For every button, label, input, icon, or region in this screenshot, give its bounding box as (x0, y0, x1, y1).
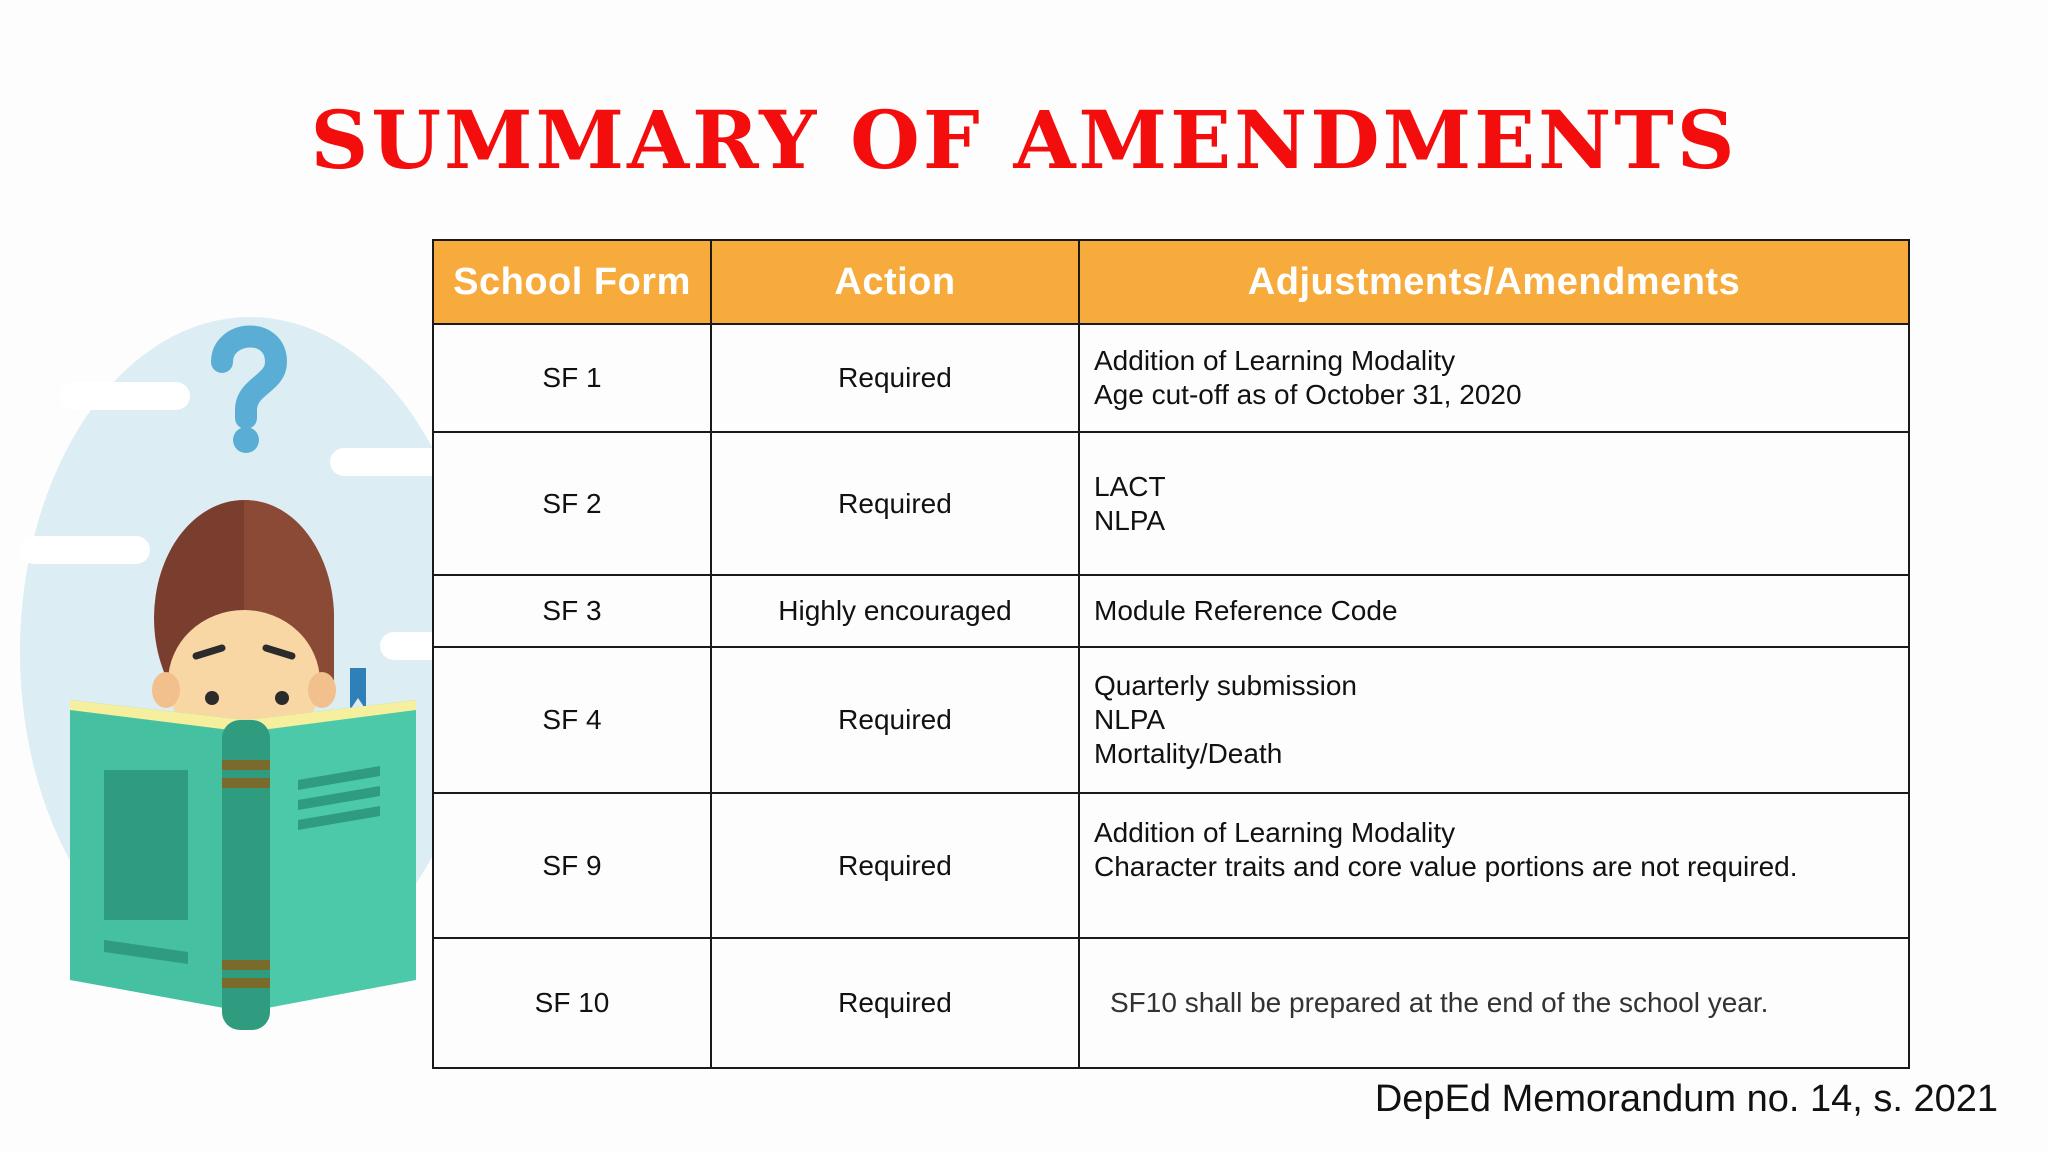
action-cell: Required (711, 938, 1079, 1068)
action-cell: Highly encouraged (711, 575, 1079, 647)
school-form-cell: SF 10 (433, 938, 711, 1068)
slide-title: SUMMARY OF AMENDMENTS (310, 93, 1738, 187)
action-cell: Required (711, 647, 1079, 793)
student-reading-book-icon (0, 300, 480, 1060)
adjustment-line: Mortality/Death (1094, 738, 1283, 769)
table-header-row (433, 240, 1909, 324)
adjustment-line: Quarterly submission (1094, 670, 1357, 701)
header-adjustments: Adjustments/Amendments (1079, 240, 1909, 324)
adjustment-line: SF10 shall be prepared at the end of the school year. (1110, 987, 1769, 1018)
adjustment-line: Age cut-off as of October 31, 2020 (1094, 379, 1522, 410)
adjustment-line: NLPA (1094, 504, 1166, 536)
action-cell: Required (711, 432, 1079, 575)
adjustment-line: NLPA (1094, 704, 1166, 735)
table-row (433, 938, 1909, 1068)
adjustments-cell (1079, 647, 1909, 793)
table-row (433, 432, 1909, 575)
table-row (433, 647, 1909, 793)
adjustment-line: Addition of Learning Modality (1094, 345, 1456, 376)
school-form-cell: SF 2 (433, 432, 711, 575)
school-form-cell: SF 1 (433, 324, 711, 432)
adjustments-cell (1079, 793, 1909, 938)
amendments-table (432, 239, 1910, 1069)
school-form-cell: SF 4 (433, 647, 711, 793)
adjustment-line: Addition of Learning Modality (1094, 817, 1456, 848)
school-form-cell: SF 3 (433, 575, 711, 647)
adjustments-cell (1079, 575, 1909, 647)
school-form-cell: SF 9 (433, 793, 711, 938)
adjustments-cell (1079, 324, 1909, 432)
table-row (433, 793, 1909, 938)
table-row (433, 575, 1909, 647)
memorandum-citation: DepEd Memorandum no. 14, s. 2021 (1374, 1078, 1998, 1120)
adjustments-cell (1079, 432, 1909, 575)
header-school-form: School Form (433, 240, 711, 324)
header-action: Action (711, 240, 1079, 324)
action-cell: Required (711, 793, 1079, 938)
adjustments-cell (1079, 938, 1909, 1068)
adjustment-line: LACT (1094, 470, 1166, 502)
table-row (433, 324, 1909, 432)
action-cell: Required (711, 324, 1079, 432)
adjustment-line: Module Reference Code (1094, 595, 1398, 626)
adjustment-line: Character traits and core value portions are not required. (1094, 851, 1798, 882)
